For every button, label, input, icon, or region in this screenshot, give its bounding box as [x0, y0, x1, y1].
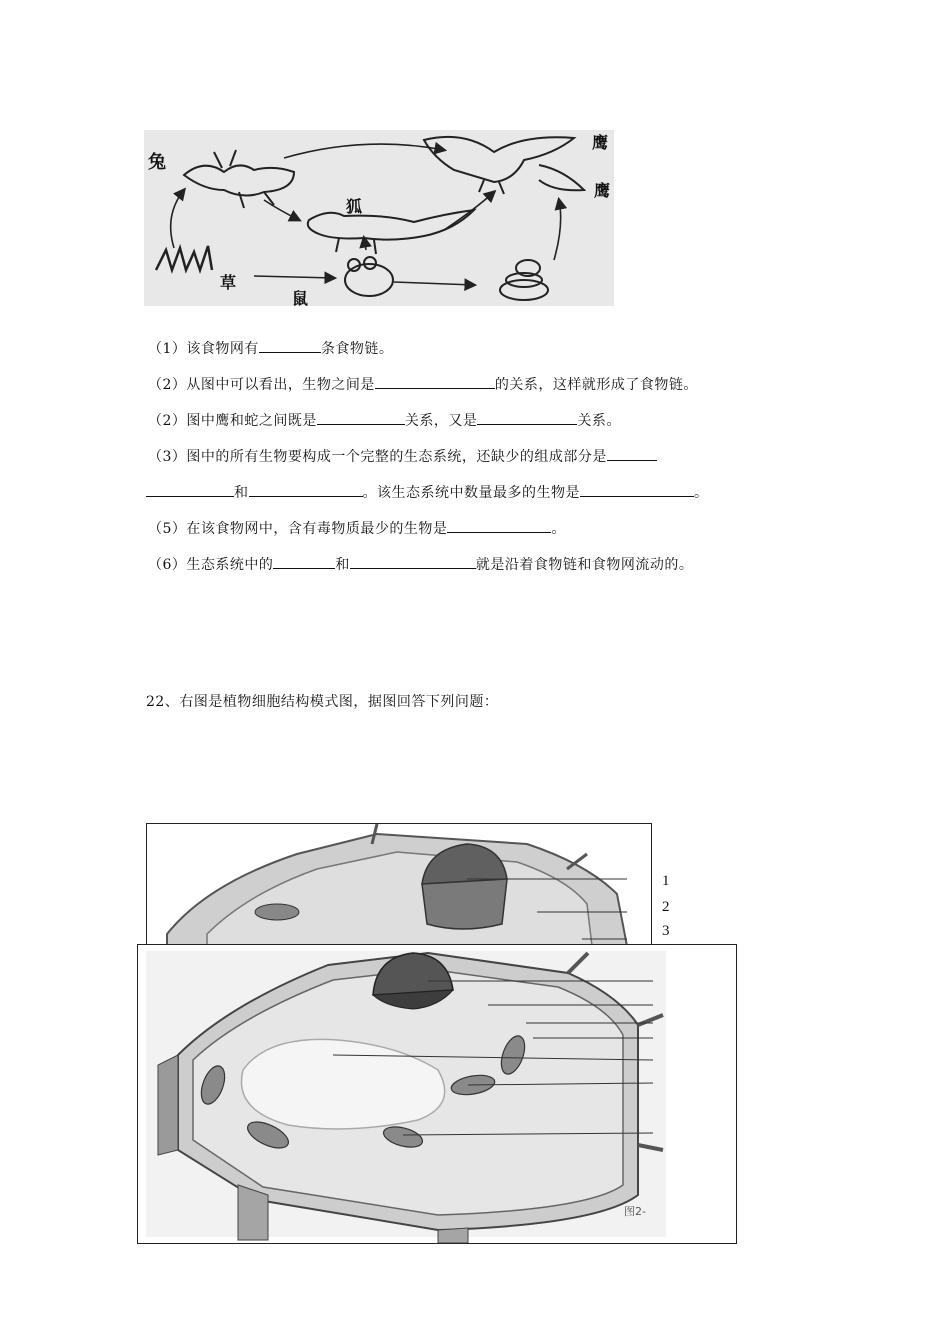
cell-label-1: 1: [662, 873, 670, 889]
question-6-post: 就是沿着食物链和食物网流动的。: [475, 557, 694, 573]
question-3-post: 。: [694, 485, 709, 501]
answer-blank-1[interactable]: [259, 338, 321, 353]
question-2: [148, 374, 698, 395]
cell-label-2: 2: [662, 899, 670, 915]
answer-blank-2[interactable]: [375, 374, 495, 389]
question-3-mid2: 。该生态系统中数量最多的生物是: [362, 485, 580, 501]
label-eagle: 鹰: [594, 181, 611, 200]
figure-caption: 图2-: [624, 1205, 646, 1218]
question-1-post: 条食物链。: [320, 341, 394, 357]
answer-blank-3-4[interactable]: [580, 482, 694, 497]
question-22: 22、右图是植物细胞结构模式图，据图回答下列问题：: [146, 694, 499, 710]
label-grass: 草: [220, 273, 237, 292]
question-3-mid: 和: [234, 485, 249, 501]
answer-blank-2b-2[interactable]: [477, 410, 577, 425]
answer-blank-5[interactable]: [447, 518, 551, 533]
question-6: [148, 554, 693, 575]
label-mouse: 鼠: [292, 289, 309, 306]
plant-cell-figure-back: [146, 823, 652, 947]
question-2b: [148, 410, 621, 431]
label-fox: 狐: [346, 197, 363, 216]
question-1: [148, 338, 393, 359]
question-3-cont: [146, 482, 709, 503]
answer-blank-6-2[interactable]: [350, 554, 476, 569]
question-3: [148, 446, 657, 467]
cell-label-3: 3: [662, 923, 670, 939]
answer-blank-2b-1[interactable]: [317, 410, 405, 425]
question-5-post: 。: [551, 521, 566, 537]
answer-blank-6-1[interactable]: [273, 554, 335, 569]
question-6-pre: （6）生态系统中的: [148, 557, 274, 573]
question-2b-mid: 关系，又是: [404, 413, 478, 429]
question-2-pre: （2）从图中可以看出，生物之间是: [148, 377, 375, 393]
answer-blank-3-3[interactable]: [249, 482, 363, 497]
question-5: [148, 518, 566, 539]
answer-blank-3-2[interactable]: [146, 482, 234, 497]
question-2-post: 的关系，这样就形成了食物链。: [494, 377, 698, 393]
question-2b-pre: （2）图中鹰和蛇之间既是: [148, 413, 317, 429]
label-eagle-top: 鹰: [592, 133, 609, 152]
food-web-figure: [144, 130, 614, 306]
question-2b-post: 关系。: [577, 413, 621, 429]
label-rabbit: 兔: [148, 152, 166, 173]
answer-blank-3-1[interactable]: [607, 446, 657, 461]
question-1-pre: （1）该食物网有: [148, 341, 259, 357]
question-6-mid: 和: [335, 557, 350, 573]
question-5-pre: （5）在该食物网中，含有毒物质最少的生物是: [148, 521, 448, 537]
question-3-pre: （3）图中的所有生物要构成一个完整的生态系统，还缺少的组成部分是: [148, 449, 607, 465]
plant-cell-figure: [137, 944, 737, 1244]
